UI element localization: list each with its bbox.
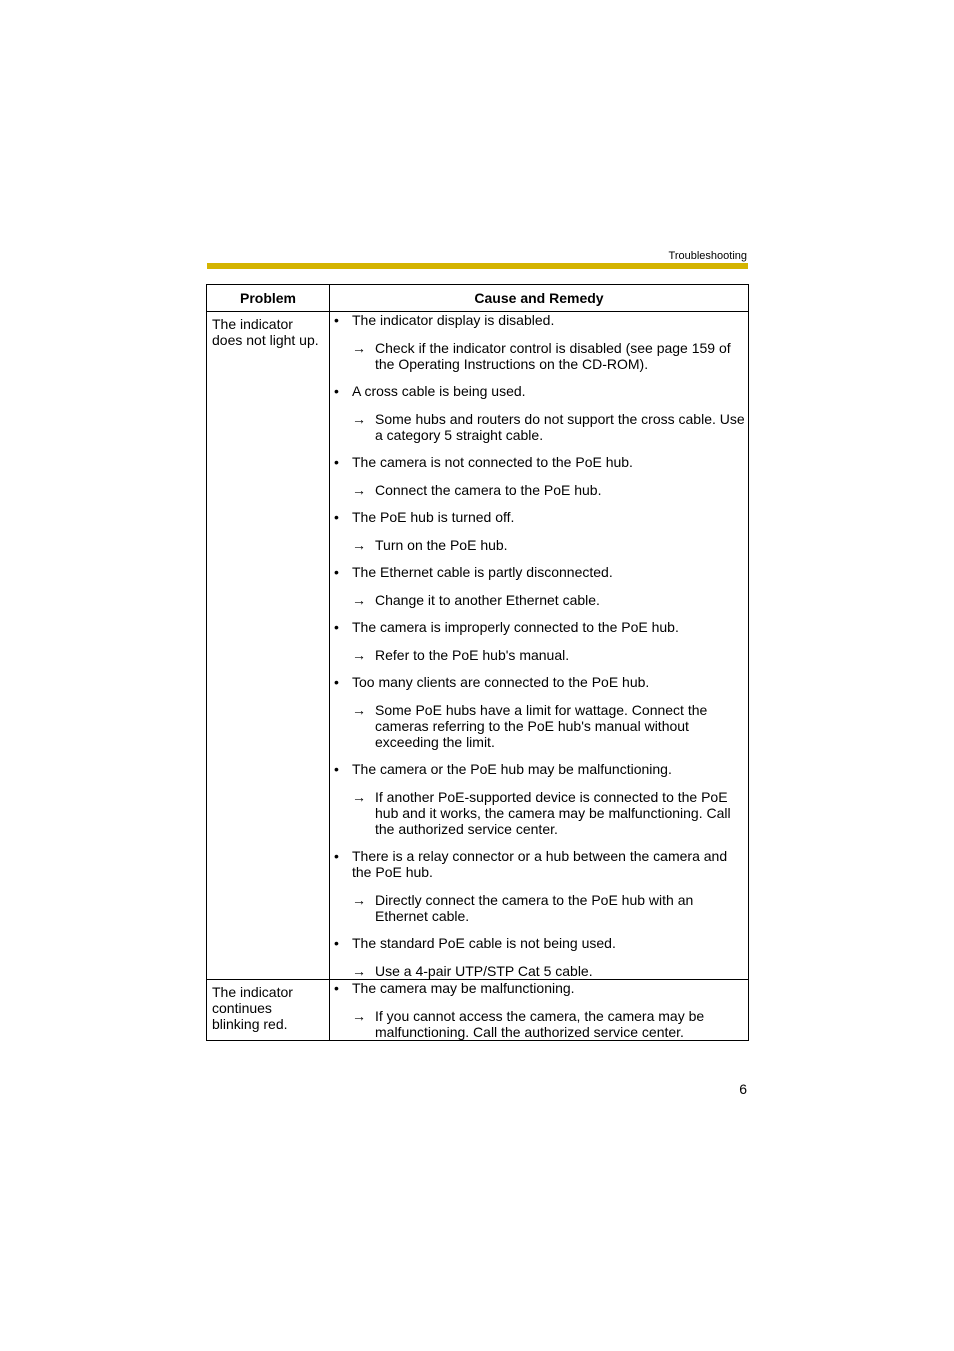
bullet-icon: •	[334, 619, 339, 635]
bullet-icon: •	[334, 674, 339, 690]
cause-text: The Ethernet cable is partly disconnected.	[352, 564, 613, 580]
column-header-cause-remedy: Cause and Remedy	[330, 285, 749, 312]
arrow-right-icon: →	[352, 340, 366, 356]
remedy-text: Turn on the PoE hub.	[375, 537, 508, 553]
cause-text: There is a relay connector or a hub between the camera and the PoE hub.	[352, 848, 728, 880]
cause-text: The camera is improperly connected to the PoE hub.	[352, 619, 679, 635]
remedy-text: Some PoE hubs have a limit for wattage. Connect the cameras referring to the PoE hub's manual without exceeding the limit.	[375, 702, 708, 750]
bullet-icon: •	[334, 454, 339, 470]
arrow-right-icon: →	[352, 647, 366, 663]
remedy-item	[330, 482, 748, 498]
arrow-right-icon: →	[352, 592, 366, 608]
bullet-icon: •	[334, 383, 339, 399]
cause-item	[330, 312, 748, 328]
bullet-icon: •	[334, 848, 339, 864]
arrow-right-icon: →	[352, 411, 366, 427]
troubleshooting-table	[206, 284, 749, 1041]
problem-cell	[207, 980, 330, 1041]
cause-item	[330, 509, 748, 525]
problem-text: The indicator does not light up.	[212, 316, 319, 348]
cause-text: The standard PoE cable is not being used.	[352, 935, 616, 951]
arrow-right-icon: →	[352, 1008, 366, 1024]
column-header-problem: Problem	[207, 285, 330, 312]
table-row	[207, 312, 749, 980]
remedy-item	[330, 963, 748, 979]
arrow-right-icon: →	[352, 482, 366, 498]
cause-text: The camera may be malfunctioning.	[352, 980, 575, 996]
cause-text: Too many clients are connected to the PoE hub.	[352, 674, 650, 690]
cause-remedy-cell	[330, 312, 749, 980]
bullet-icon: •	[334, 312, 339, 328]
bullet-icon: •	[334, 564, 339, 580]
bullet-icon: •	[334, 935, 339, 951]
bullet-icon: •	[334, 509, 339, 525]
remedy-text: Connect the camera to the PoE hub.	[375, 482, 602, 498]
remedy-item	[330, 592, 748, 608]
cause-item	[330, 383, 748, 399]
cause-item	[330, 848, 748, 880]
cause-item	[330, 674, 748, 690]
remedy-text: Change it to another Ethernet cable.	[375, 592, 600, 608]
remedy-text: If another PoE-supported device is connected to the PoE hub and it works, the camera may be malfunctioning. Call the authorized service center.	[375, 789, 731, 837]
cause-item	[330, 454, 748, 470]
table-header-row	[207, 285, 749, 312]
arrow-right-icon: →	[352, 789, 366, 805]
bullet-icon: •	[334, 761, 339, 777]
remedy-item	[330, 1008, 748, 1040]
arrow-right-icon: →	[352, 963, 366, 979]
cause-item	[330, 564, 748, 580]
remedy-item	[330, 411, 748, 443]
cause-item	[330, 619, 748, 635]
arrow-right-icon: →	[352, 537, 366, 553]
cause-text: The camera or the PoE hub may be malfunctioning.	[352, 761, 672, 777]
cause-item	[330, 935, 748, 951]
remedy-text: Use a 4-pair UTP/STP Cat 5 cable.	[375, 963, 593, 979]
cause-text: A cross cable is being used.	[352, 383, 526, 399]
header-rule	[207, 263, 748, 269]
remedy-item	[330, 702, 748, 750]
cause-remedy-cell	[330, 980, 749, 1041]
bullet-icon: •	[334, 980, 339, 996]
remedy-item	[330, 892, 748, 924]
remedy-text: Check if the indicator control is disabled (see page 159 of the Operating Instructions on the CD-ROM).	[375, 340, 731, 372]
cause-text: The camera is not connected to the PoE hub.	[352, 454, 633, 470]
remedy-text: Refer to the PoE hub's manual.	[375, 647, 570, 663]
cause-text: The PoE hub is turned off.	[352, 509, 515, 525]
page-number: 6	[739, 1081, 747, 1097]
remedy-text: If you cannot access the camera, the camera may be malfunctioning. Call the authorized service center.	[375, 1008, 705, 1040]
remedy-item	[330, 340, 748, 372]
problem-cell	[207, 312, 330, 980]
cause-text: The indicator display is disabled.	[352, 312, 555, 328]
remedy-text: Some hubs and routers do not support the cross cable. Use a category 5 straight cable.	[375, 411, 745, 443]
cause-item	[330, 761, 748, 777]
arrow-right-icon: →	[352, 702, 366, 718]
remedy-item	[330, 647, 748, 663]
remedy-item	[330, 789, 748, 837]
arrow-right-icon: →	[352, 892, 366, 908]
problem-text: The indicator continues blinking red.	[212, 984, 293, 1032]
remedy-item	[330, 537, 748, 553]
remedy-text: Directly connect the camera to the PoE hub with an Ethernet cable.	[375, 892, 694, 924]
section-label: Troubleshooting	[668, 250, 747, 262]
table-row	[207, 980, 749, 1041]
cause-item	[330, 980, 748, 996]
